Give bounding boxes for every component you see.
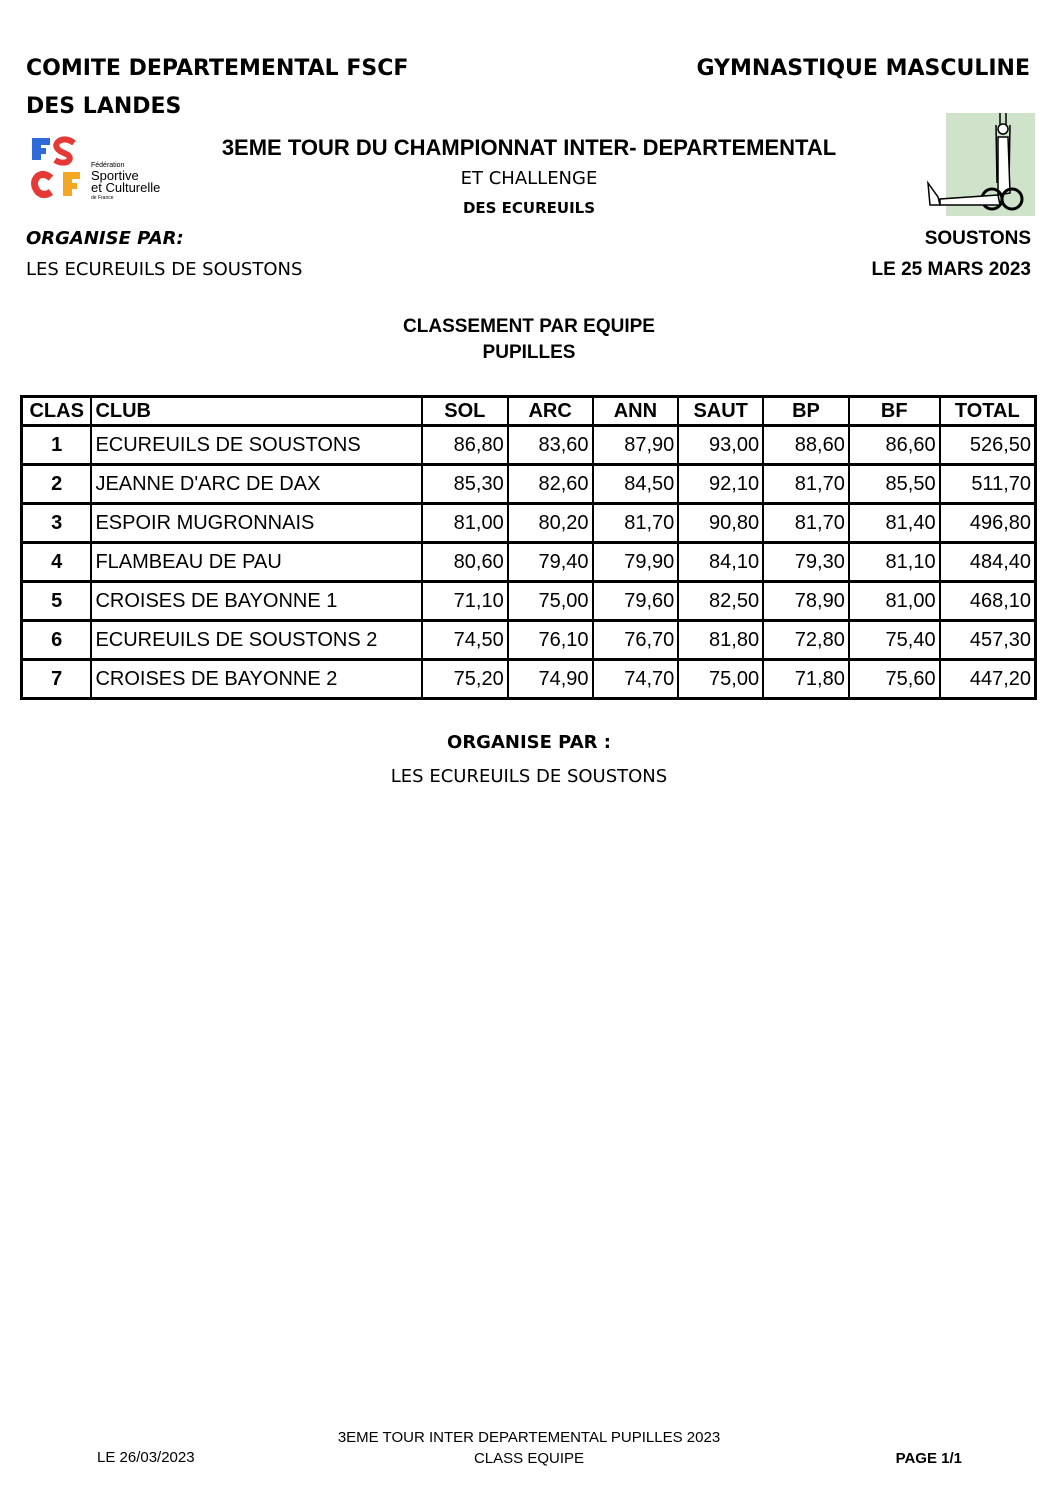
rank-cell: 3 (22, 504, 92, 543)
challenge-name: DES ECUREUILS (462, 199, 596, 217)
arc-cell: 76,10 (508, 621, 593, 660)
header-club: CLUB (91, 397, 422, 426)
saut-cell: 82,50 (678, 582, 763, 621)
club-cell: JEANNE D'ARC DE DAX (91, 465, 422, 504)
saut-cell: 81,80 (678, 621, 763, 660)
table-row (22, 465, 1036, 504)
saut-cell: 92,10 (678, 465, 763, 504)
total-cell: 457,30 (940, 621, 1036, 660)
organised-by-label-bottom: ORGANISE PAR : (447, 732, 611, 753)
ann-cell: 74,70 (593, 660, 679, 699)
footer-date: LE 26/03/2023 (97, 1449, 195, 1466)
table-row (22, 504, 1036, 543)
saut-cell: 84,10 (678, 543, 763, 582)
arc-cell: 83,60 (508, 426, 593, 465)
logo-line2: Sportive (91, 168, 139, 183)
header-sol: SOL (422, 397, 508, 426)
total-cell: 511,70 (940, 465, 1036, 504)
bp-cell: 81,70 (763, 465, 849, 504)
bp-cell: 71,80 (763, 660, 849, 699)
bp-cell: 78,90 (763, 582, 849, 621)
rank-cell: 7 (22, 660, 92, 699)
header-arc: ARC (508, 397, 593, 426)
table-header-row (22, 397, 1036, 426)
table-row (22, 582, 1036, 621)
total-cell: 526,50 (940, 426, 1036, 465)
bp-cell: 81,70 (763, 504, 849, 543)
rank-cell: 2 (22, 465, 92, 504)
organised-by-label: ORGANISE PAR: (26, 228, 184, 249)
bf-cell: 86,60 (849, 426, 940, 465)
challenge-label: ET CHALLENGE (460, 168, 598, 189)
sol-cell: 81,00 (422, 504, 508, 543)
club-cell: CROISES DE BAYONNE 2 (91, 660, 422, 699)
bf-cell: 75,40 (849, 621, 940, 660)
sol-cell: 75,20 (422, 660, 508, 699)
sol-cell: 74,50 (422, 621, 508, 660)
saut-cell: 75,00 (678, 660, 763, 699)
ann-cell: 84,50 (593, 465, 679, 504)
footer-title: 3EME TOUR INTER DEPARTEMENTAL PUPILLES 2023 (337, 1429, 721, 1446)
sol-cell: 80,60 (422, 543, 508, 582)
rank-cell: 4 (22, 543, 92, 582)
discipline-title: GYMNASTIQUE MASCULINE (696, 56, 1030, 81)
sol-cell: 71,10 (422, 582, 508, 621)
header-bf: BF (849, 397, 940, 426)
logo-line1: Fédération (91, 162, 125, 169)
organiser-name-bottom: LES ECUREUILS DE SOUSTONS (390, 766, 668, 787)
logo-line4: de France (91, 195, 114, 201)
arc-cell: 79,40 (508, 543, 593, 582)
saut-cell: 93,00 (678, 426, 763, 465)
arc-cell: 75,00 (508, 582, 593, 621)
arc-cell: 74,90 (508, 660, 593, 699)
club-cell: ECUREUILS DE SOUSTONS 2 (91, 621, 422, 660)
ann-cell: 87,90 (593, 426, 679, 465)
club-cell: FLAMBEAU DE PAU (91, 543, 422, 582)
header-rank: CLAS (22, 397, 92, 426)
organiser-name: LES ECUREUILS DE SOUSTONS (26, 259, 303, 280)
sol-cell: 86,80 (422, 426, 508, 465)
ann-cell: 79,90 (593, 543, 679, 582)
saut-cell: 90,80 (678, 504, 763, 543)
rank-cell: 6 (22, 621, 92, 660)
bp-cell: 88,60 (763, 426, 849, 465)
ann-cell: 76,70 (593, 621, 679, 660)
header-total: TOTAL (940, 397, 1036, 426)
table-row (22, 621, 1036, 660)
total-cell: 468,10 (940, 582, 1036, 621)
bf-cell: 81,00 (849, 582, 940, 621)
bp-cell: 79,30 (763, 543, 849, 582)
section-category: PUPILLES (482, 342, 576, 363)
department-name: DES LANDES (26, 94, 182, 119)
ann-cell: 79,60 (593, 582, 679, 621)
event-date: LE 25 MARS 2023 (871, 259, 1031, 280)
total-cell: 496,80 (940, 504, 1036, 543)
bf-cell: 81,10 (849, 543, 940, 582)
results-table (20, 395, 1037, 700)
event-city: SOUSTONS (924, 228, 1031, 249)
main-title: 3EME TOUR DU CHAMPIONNAT INTER- DEPARTEMENTAL (221, 135, 837, 160)
arc-cell: 82,60 (508, 465, 593, 504)
gymnast-rings-icon (920, 113, 1035, 216)
footer-subtitle: CLASS EQUIPE (473, 1450, 585, 1467)
bf-cell: 85,50 (849, 465, 940, 504)
ann-cell: 81,70 (593, 504, 679, 543)
club-cell: ESPOIR MUGRONNAIS (91, 504, 422, 543)
arc-cell: 80,20 (508, 504, 593, 543)
section-title: CLASSEMENT PAR EQUIPE (403, 316, 655, 337)
header-saut: SAUT (678, 397, 763, 426)
table-row (22, 660, 1036, 699)
total-cell: 447,20 (940, 660, 1036, 699)
rank-cell: 5 (22, 582, 92, 621)
rank-cell: 1 (22, 426, 92, 465)
header-bp: BP (763, 397, 849, 426)
sol-cell: 85,30 (422, 465, 508, 504)
club-cell: CROISES DE BAYONNE 1 (91, 582, 422, 621)
committee-name: COMITE DEPARTEMENTAL FSCF (26, 56, 409, 81)
table-row (22, 543, 1036, 582)
total-cell: 484,40 (940, 543, 1036, 582)
bf-cell: 75,60 (849, 660, 940, 699)
page-number: PAGE 1/1 (895, 1450, 962, 1467)
club-cell: ECUREUILS DE SOUSTONS (91, 426, 422, 465)
header-ann: ANN (593, 397, 679, 426)
bp-cell: 72,80 (763, 621, 849, 660)
bf-cell: 81,40 (849, 504, 940, 543)
table-row (22, 426, 1036, 465)
logo-line3: et Culturelle (91, 180, 161, 195)
